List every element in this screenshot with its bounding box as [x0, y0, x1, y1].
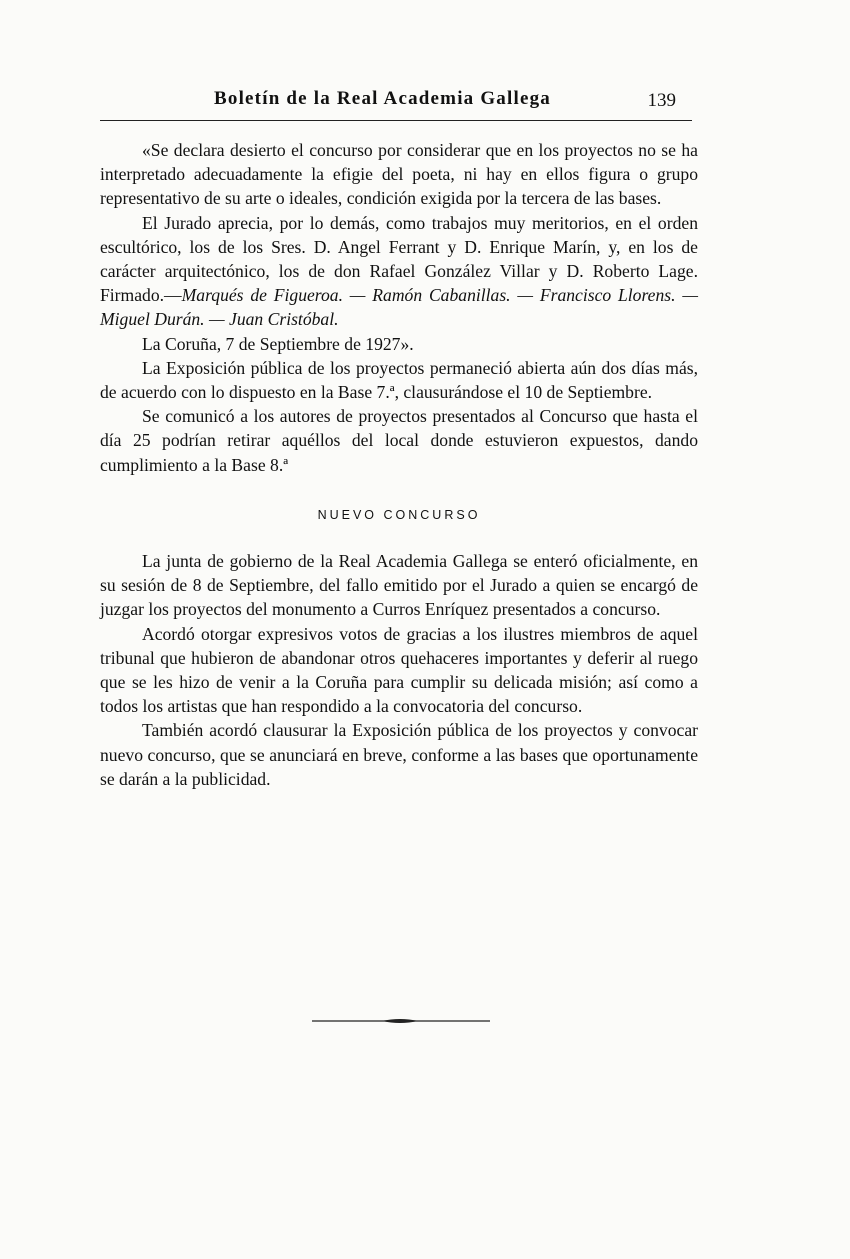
jury-signatures: Marqués de Figueroa. — Ramón Cabanillas. — Francisco Llorens. — Miguel Durán. — Juan Cristóbal. — [100, 285, 698, 330]
page-number: 139 — [647, 90, 676, 111]
paragraph-withdrawal: Se comunicó a los autores de proyectos presentados al Concurso que hasta el día 25 podrían retirar aquéllos del local donde estuvieron expuestos, dando cumplimiento a la Base 8.ª — [100, 406, 698, 475]
paragraph-junta: La junta de gobierno de la Real Academia Gallega se enteró oficialmente, en su sesión de 8 de Septiembre, del fallo emitido por el Jurado a quien se encargó de juzgar los proyectos del monumento a Curros Enríquez presentados a concurso. — [100, 551, 698, 620]
paragraph-exhibition: La Exposición pública de los proyectos permaneció abierta aún dos días más, de acuerdo con lo dispuesto en la Base 7.ª, clausurándose el 10 de Septiembre. — [100, 357, 698, 403]
page-header — [100, 88, 692, 120]
paragraph-date: La Coruña, 7 de Septiembre de 1927». — [142, 333, 414, 354]
section-title: NUEVO CONCURSO — [317, 507, 481, 522]
page-body — [100, 138, 698, 791]
running-title: Boletín de la Real Academia Gallega — [214, 88, 552, 109]
paragraph-thanks: Acordó otorgar expresivos votos de gracias a los ilustres miembros de aquel tribunal que hubieron de abandonar otros quehaceres importantes y deferir al ruego que se les hizo de venir a la Coruña para cumplir su delicada misión; así como a todos los artistas que han respondido a la convocatoria del concurso. — [100, 623, 698, 717]
paragraph-jury-verdict: «Se declara desierto el concurso por considerar que en los proyectos no se ha interpretado adecuadamente la efigie del poeta, ni hay en ellos figura o grupo representativo de su arte o ideales, condición exigida por la tercera de las bases. — [100, 140, 698, 209]
paragraph-jury-merits — [100, 211, 698, 332]
ornament-divider — [312, 1017, 490, 1025]
jury-merits-text: El Jurado aprecia, por lo demás, como trabajos muy meritorios, en el orden escultórico, los de los Sres. D. Angel Ferrant y D. Enrique Marín, y, en los de carácter arquitectónico, los de don Rafael González Villar y D. Roberto Lage. Firmado.— — [100, 212, 698, 306]
header-rule — [100, 120, 692, 121]
paragraph-new-contest: También acordó clausurar la Exposición pública de los proyectos y convocar nuevo concurso, que se anunciará en breve, conforme a las bases que oportunamente se darán a la publicidad. — [100, 720, 698, 789]
